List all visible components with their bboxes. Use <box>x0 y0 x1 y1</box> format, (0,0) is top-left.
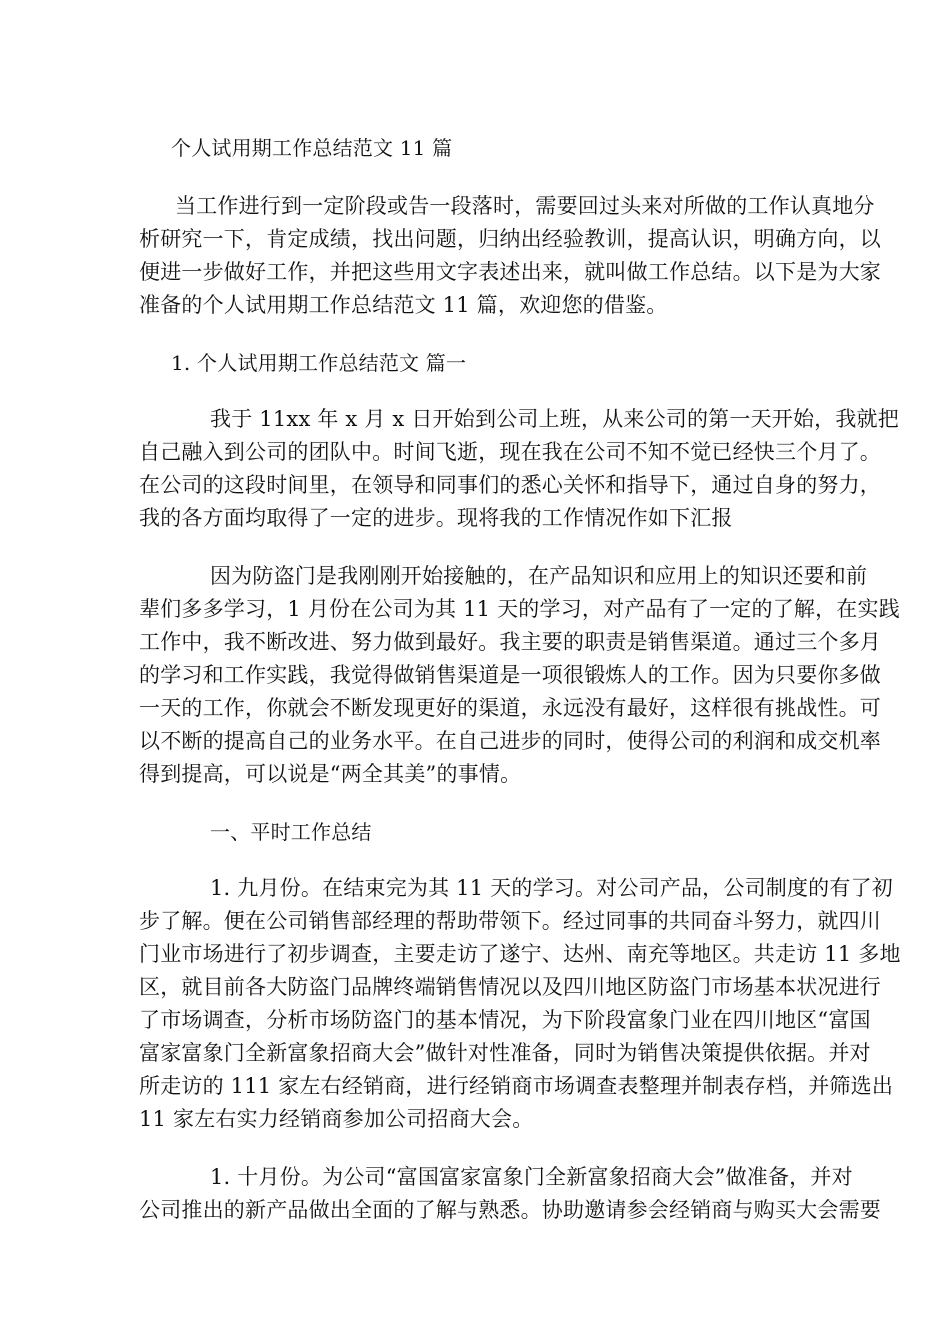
paragraph-line: 11 家左右实力经销商参加公司招商大会。 <box>139 1107 534 1131</box>
paragraph-line: 辈们多多学习，1 月份在公司为其 11 天的学习，对产品有了一定的了解，在实践 <box>139 597 900 621</box>
paragraph-line: 因为防盗门是我刚刚开始接触的，在产品知识和应用上的知识还要和前 <box>210 564 868 588</box>
paragraph-line: 门业市场进行了初步调查，主要走访了遂宁、达州、南充等地区。共走访 11 多地 <box>139 942 901 966</box>
paragraph-line: 步了解。便在公司销售部经理的帮助带领下。经过同事的共同奋斗努力，就四川 <box>139 909 881 933</box>
paragraph-line: 我的各方面均取得了一定的进步。现将我的工作情况作如下汇报 <box>139 506 733 530</box>
paragraph-line: 我于 11xx 年 x 月 x 日开始到公司上班，从来公司的第一天开始，我就把 <box>210 407 899 431</box>
paragraph-line: 1. 九月份。在结束完为其 11 天的学习。对公司产品，公司制度的有了初 <box>210 876 893 900</box>
paragraph-line: 在公司的这段时间里，在领导和同事们的悉心关怀和指导下，通过自身的努力， <box>139 473 881 497</box>
paragraph-line: 所走访的 111 家左右经销商，进行经销商市场调查表整理并制表存档，并筛选出 <box>139 1074 894 1098</box>
intro-line: 当工作进行到一定阶段或告一段落时，需要回过头来对所做的工作认真地分 <box>175 194 875 218</box>
paragraph-line: 富家富象门全新富象招商大会”做针对性准备，同时为销售决策提供依据。并对 <box>139 1041 871 1065</box>
paragraph-line: 公司推出的新产品做出全面的了解与熟悉。协助邀请参会经销商与购买大会需要 <box>139 1198 881 1222</box>
document-title: 个人试用期工作总结范文 11 篇 <box>171 136 453 160</box>
paragraph-line: 一天的工作，你就会不断发现更好的渠道，永远没有最好，这样很有挑战性。可 <box>139 696 881 720</box>
paragraph-line: 了市场调查，分析市场防盗门的基本情况，为下阶段富象门业在四川地区“富国 <box>139 1008 871 1032</box>
subheading: 一、平时工作总结 <box>210 820 372 844</box>
paragraph-line: 的学习和工作实践，我觉得做销售渠道是一项很锻炼人的工作。因为只要你多做 <box>139 663 881 687</box>
intro-line: 准备的个人试用期工作总结范文 11 篇，欢迎您的借鉴。 <box>139 293 668 317</box>
paragraph-line: 得到提高，可以说是“两全其美”的事情。 <box>139 762 522 786</box>
paragraph-line: 工作中，我不断改进、努力做到最好。我主要的职责是销售渠道。通过三个多月 <box>139 630 881 654</box>
section-heading: 1. 个人试用期工作总结范文 篇一 <box>171 351 467 375</box>
paragraph-line: 1. 十月份。为公司“富国富家富象门全新富象招商大会”做准备，并对 <box>210 1165 853 1189</box>
paragraph-line: 区，就目前各大防盗门品牌终端销售情况以及四川地区防盗门市场基本状况进行 <box>139 975 881 999</box>
intro-line: 析研究一下，肯定成绩，找出问题，归纳出经验教训，提高认识，明确方向，以 <box>139 227 881 251</box>
intro-line: 便进一步做好工作，并把这些用文字表述出来，就叫做工作总结。以下是为大家 <box>139 260 881 284</box>
paragraph-line: 以不断的提高自己的业务水平。在自己进步的同时，使得公司的利润和成交机率 <box>139 729 881 753</box>
paragraph-line: 自己融入到公司的团队中。时间飞逝，现在我在公司不知不觉已经快三个月了。 <box>139 440 881 464</box>
